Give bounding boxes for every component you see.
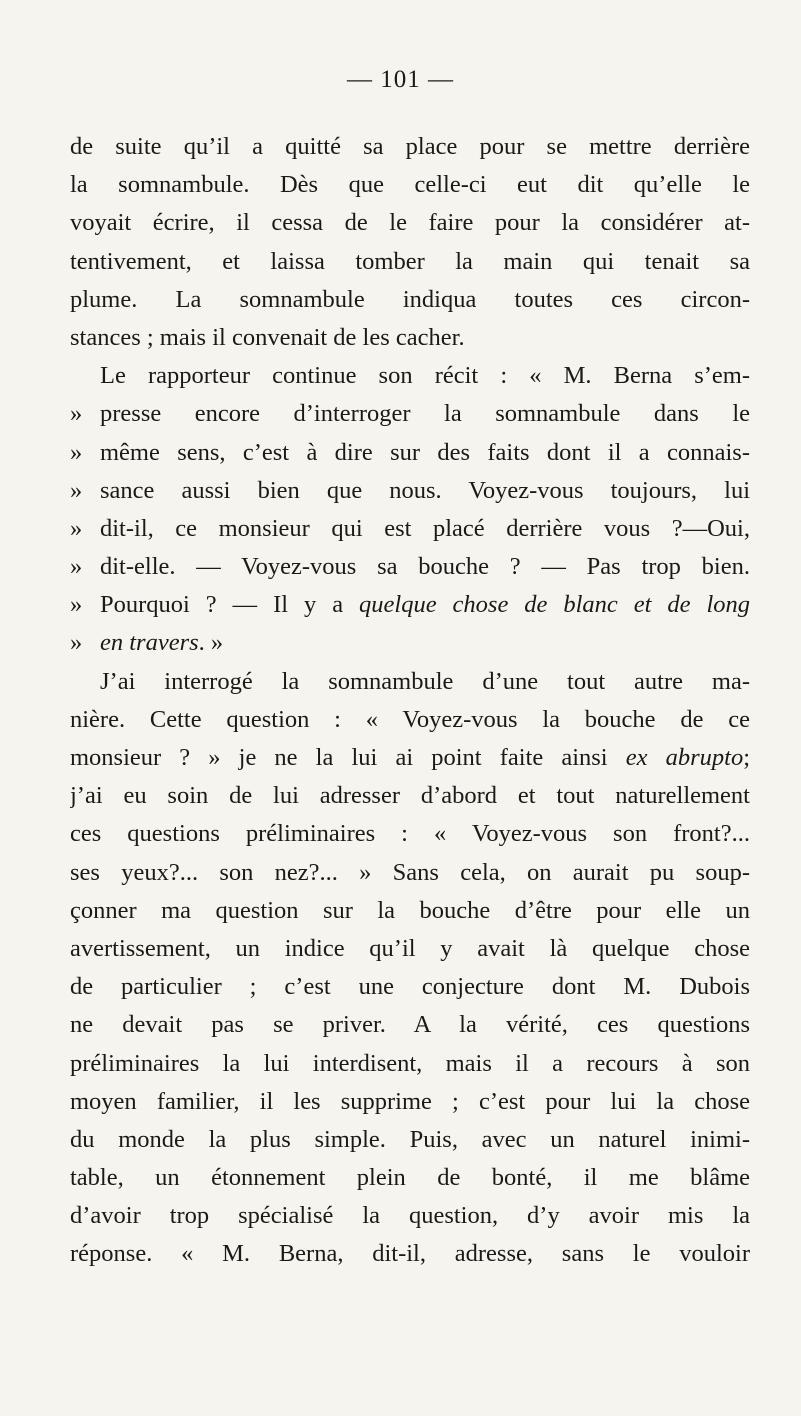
quote-mark: » (70, 629, 83, 657)
italic-phrase: en travers (100, 629, 199, 657)
quoted-line (70, 586, 750, 624)
text-part: monsieur ? » je ne la lui ai point faite ainsi (70, 744, 608, 771)
quoted-text (100, 624, 750, 662)
quoted-text (100, 586, 750, 624)
text-line (70, 739, 750, 777)
quoted-line (70, 510, 750, 548)
text-line: ses yeux?... son nez?... » Sans cela, on aurait pu soup- (70, 858, 750, 886)
quoted-line (70, 624, 750, 662)
text-line: Le rapporteur continue son récit : « M. Berna s’em- (100, 362, 750, 390)
quoted-text: dit-il, ce monsieur qui est placé derrière vous ?—Oui, (100, 514, 750, 542)
text-line: de particulier ; c’est une conjecture dont M. Dubois (70, 973, 750, 1001)
text-line: la somnambule. Dès que celle-ci eut dit qu’elle le (70, 171, 750, 199)
quote-mark: » (70, 476, 83, 504)
italic-phrase: ex abrupto (625, 744, 744, 771)
quote-mark: » (70, 591, 83, 619)
text-line: préliminaires la lui interdisent, mais il a recours à son (70, 1049, 750, 1077)
text-line: nière. Cette question : « Voyez-vous la bouche de ce (70, 705, 750, 733)
quote-mark: » (70, 438, 83, 466)
text-line: d’avoir trop spécialisé la question, d’y avoir mis la (70, 1202, 750, 1230)
italic-phrase: quelque chose de blanc et de long (359, 591, 750, 619)
text-line: j’ai eu soin de lui adresser d’abord et tout naturellement (70, 782, 750, 810)
text-line: tentivement, et laissa tomber la main qui tenait sa (70, 247, 750, 275)
quoted-text: même sens, c’est à dire sur des faits dont il a connais- (100, 438, 750, 466)
body-text (70, 128, 750, 1274)
text-line: réponse. « M. Berna, dit-il, adresse, sans le vouloir (70, 1240, 750, 1268)
quoted-text-part: Pourquoi ? — Il y a (100, 591, 344, 619)
text-line: ces questions préliminaires : « Voyez-vous son front?... (70, 820, 750, 848)
quote-mark: » (70, 400, 83, 428)
text-line: moyen familier, il les supprime ; c’est pour lui la chose (70, 1087, 750, 1115)
text-line: avertissement, un indice qu’il y avait là quelque chose (70, 934, 750, 962)
text-line: du monde la plus simple. Puis, avec un naturel inimi- (70, 1125, 750, 1153)
text-line: ne devait pas se priver. A la vérité, ces questions (70, 1011, 750, 1039)
quoted-line (70, 395, 750, 433)
page-number: — 101 — (347, 66, 454, 93)
quoted-text-part: . » (198, 629, 224, 657)
text-line: table, un étonnement plein de bonté, il me blâme (70, 1164, 750, 1192)
text-part: ; (743, 744, 750, 771)
quoted-line (70, 434, 750, 472)
quoted-line (70, 548, 750, 586)
text-line: plume. La somnambule indiqua toutes ces circon- (70, 285, 750, 313)
text-line: çonner ma question sur la bouche d’être pour elle un (70, 896, 750, 924)
quote-mark: » (70, 514, 83, 542)
text-line: stances ; mais il convenait de les cacher. (70, 323, 465, 351)
text-line: J’ai interrogé la somnambule d’une tout autre ma- (100, 667, 750, 695)
text-line: de suite qu’il a quitté sa place pour se mettre derrière (70, 133, 750, 160)
quote-mark: » (70, 553, 83, 581)
quoted-text: dit-elle. — Voyez-vous sa bouche ? — Pas trop bien. (100, 553, 750, 581)
text-line: voyait écrire, il cessa de le faire pour la considérer at- (70, 209, 750, 237)
quoted-text: presse encore d’interroger la somnambule dans le (100, 400, 750, 428)
quoted-text: sance aussi bien que nous. Voyez-vous toujours, lui (100, 476, 750, 504)
quoted-line (70, 472, 750, 510)
